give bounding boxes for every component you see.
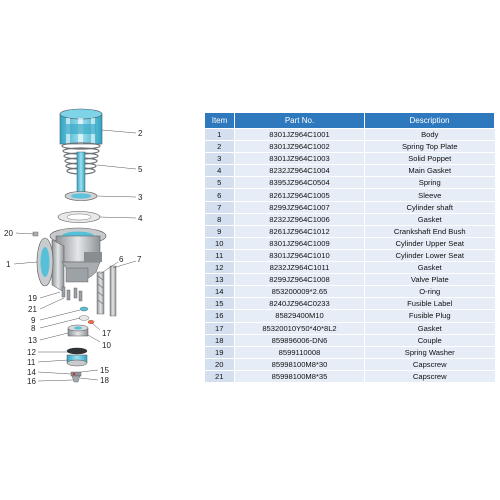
table-row	[205, 237, 495, 249]
table-row	[205, 189, 495, 201]
callout-5: 5	[138, 165, 143, 174]
cell-description: Cylinder Lower Seat	[365, 249, 495, 261]
callout-18: 18	[100, 376, 109, 385]
table-row	[205, 346, 495, 358]
parts-table	[204, 112, 495, 383]
cell-description: Fusible Label	[365, 298, 495, 310]
cell-description: O-ring	[365, 286, 495, 298]
cell-part-no: 85320010Y50*40*8L2	[235, 322, 365, 334]
cell-description: Main Gasket	[365, 165, 495, 177]
cell-description: Spring Washer	[365, 346, 495, 358]
cell-part-no: 8261JZ964C1005	[235, 189, 365, 201]
fusible-plug-parts	[71, 372, 81, 382]
cell-description: Fusible Plug	[365, 310, 495, 322]
header-part-no: Part No.	[235, 113, 365, 129]
callout-8: 8	[31, 324, 36, 333]
cell-item: 19	[205, 346, 235, 358]
bush-and-gaskets-parts	[79, 307, 94, 324]
cell-part-no: 8301JZ964C1010	[235, 249, 365, 261]
cell-description: Gasket	[365, 262, 495, 274]
table-row	[205, 141, 495, 153]
cell-part-no: 859896006-DN6	[235, 334, 365, 346]
callout-15: 15	[100, 366, 109, 375]
cell-part-no: 8395JZ964C0504	[235, 177, 365, 189]
cylinder-shaft-part	[110, 266, 116, 316]
callout-19: 19	[28, 294, 37, 303]
table-row	[205, 298, 495, 310]
cell-description: Valve Plate	[365, 274, 495, 286]
valve-body-part	[37, 228, 106, 292]
table-row	[205, 249, 495, 261]
callout-17: 17	[102, 329, 111, 338]
table-row	[205, 274, 495, 286]
callout-14: 14	[27, 368, 36, 377]
cell-item: 21	[205, 370, 235, 382]
cell-item: 14	[205, 286, 235, 298]
callout-9: 9	[31, 316, 36, 325]
table-row	[205, 370, 495, 382]
callout-2: 2	[138, 129, 143, 138]
cell-item: 3	[205, 153, 235, 165]
solid-poppet-part	[65, 192, 97, 201]
cell-part-no: 85998100M8*35	[235, 370, 365, 382]
callout-10: 10	[102, 341, 111, 350]
header-description: Description	[365, 113, 495, 129]
cell-item: 9	[205, 225, 235, 237]
spring-top-plate-part	[60, 109, 102, 144]
cell-part-no: 85829400M10	[235, 310, 365, 322]
table-row	[205, 334, 495, 346]
callout-20: 20	[4, 229, 13, 238]
table-row	[205, 201, 495, 213]
table-row	[205, 225, 495, 237]
cell-item: 16	[205, 310, 235, 322]
cell-description: Capscrew	[365, 370, 495, 382]
cell-description: Body	[365, 129, 495, 141]
cell-item: 7	[205, 201, 235, 213]
callout-13: 13	[28, 336, 37, 345]
callout-1: 1	[6, 260, 11, 269]
callout-21: 21	[28, 305, 37, 314]
header-item: Item	[205, 113, 235, 129]
poppet-stem	[77, 152, 85, 192]
cell-part-no: 8232JZ964C1006	[235, 213, 365, 225]
callout-3: 3	[138, 193, 143, 202]
cylinder-seats-parts	[67, 348, 87, 366]
cell-item: 4	[205, 165, 235, 177]
callout-4: 4	[138, 214, 143, 223]
parts-table-body	[205, 129, 495, 383]
callout-6: 6	[119, 255, 124, 264]
callout-11: 11	[27, 358, 36, 367]
cell-description: Sleeve	[365, 189, 495, 201]
table-row	[205, 153, 495, 165]
cell-part-no: 8240JZ964C0233	[235, 298, 365, 310]
cell-part-no: 85998100M8*30	[235, 358, 365, 370]
cell-part-no: 8232JZ964C1004	[235, 165, 365, 177]
cell-item: 6	[205, 189, 235, 201]
cell-part-no: 8301JZ964C1002	[235, 141, 365, 153]
table-row	[205, 286, 495, 298]
cell-item: 1	[205, 129, 235, 141]
table-row	[205, 310, 495, 322]
cell-item: 2	[205, 141, 235, 153]
cell-item: 11	[205, 249, 235, 261]
sleeve-part	[97, 272, 104, 314]
table-row	[205, 358, 495, 370]
cell-part-no: 8301JZ964C1001	[235, 129, 365, 141]
cell-part-no: 8599110008	[235, 346, 365, 358]
cell-item: 8	[205, 213, 235, 225]
table-row	[205, 213, 495, 225]
cell-item: 18	[205, 334, 235, 346]
cell-description: Solid Poppet	[365, 153, 495, 165]
cell-item: 13	[205, 274, 235, 286]
table-row	[205, 322, 495, 334]
cell-part-no: 8261JZ964C1012	[235, 225, 365, 237]
cell-part-no: 853200009*2.65	[235, 286, 365, 298]
cell-item: 20	[205, 358, 235, 370]
cell-item: 5	[205, 177, 235, 189]
cell-description: Cylinder Upper Seat	[365, 237, 495, 249]
cell-part-no: 8301JZ964C1003	[235, 153, 365, 165]
callout-7: 7	[137, 255, 142, 264]
table-row	[205, 165, 495, 177]
main-gasket-part	[58, 212, 100, 223]
cell-description: Spring	[365, 177, 495, 189]
cell-item: 15	[205, 298, 235, 310]
cell-description: Crankshaft End Bush	[365, 225, 495, 237]
table-row	[205, 129, 495, 141]
cell-part-no: 8299JZ964C1007	[235, 201, 365, 213]
cell-description: Gasket	[365, 322, 495, 334]
table-row	[205, 177, 495, 189]
table-row	[205, 262, 495, 274]
cell-part-no: 8299JZ964C1008	[235, 274, 365, 286]
cell-item: 17	[205, 322, 235, 334]
callout-16: 16	[27, 377, 36, 386]
cell-item: 12	[205, 262, 235, 274]
cell-part-no: 8301JZ964C1009	[235, 237, 365, 249]
valve-exploded-drawing	[0, 0, 200, 500]
cell-description: Cylinder shaft	[365, 201, 495, 213]
cell-item: 10	[205, 237, 235, 249]
cell-description: Spring Top Plate	[365, 141, 495, 153]
valve-plate-part	[68, 325, 88, 336]
parts-table-header	[205, 113, 495, 129]
cell-description: Gasket	[365, 213, 495, 225]
callout-12: 12	[27, 348, 36, 357]
cell-description: Couple	[365, 334, 495, 346]
cell-part-no: 8232JZ964C1011	[235, 262, 365, 274]
cell-description: Capscrew	[365, 358, 495, 370]
